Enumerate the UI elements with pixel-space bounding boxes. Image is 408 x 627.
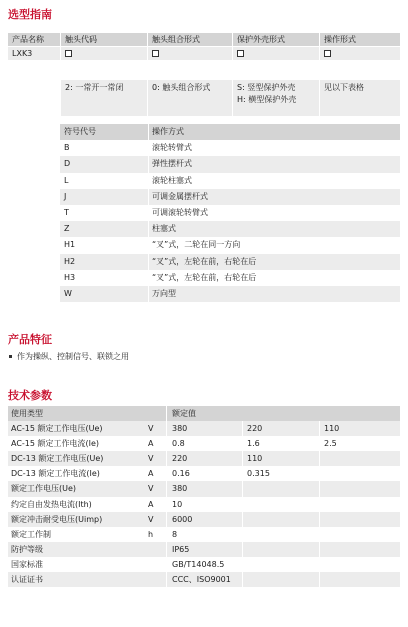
value-cell: 10 [172, 499, 183, 509]
value-cell: 2.5 [324, 439, 337, 449]
table-row [8, 451, 400, 466]
table-row [8, 421, 400, 436]
checkbox-icon[interactable] [65, 50, 72, 57]
symbol-cell: W [64, 288, 72, 298]
value-cell: 110 [247, 454, 263, 464]
param-name-cell: AC-15 额定工作电流(Ie) [11, 439, 100, 449]
features-title: 产品特征 [8, 333, 52, 346]
symbol-cell: H1 [64, 240, 76, 250]
table-row [60, 270, 400, 286]
table-row [8, 542, 400, 557]
mode-cell: 弹性摆杆式 [152, 159, 192, 169]
symbol-cell: J [64, 191, 67, 201]
value-cell: 0.315 [247, 469, 270, 479]
table-row [60, 173, 400, 189]
param-name-cell: DC-13 额定工作电流(Ie) [11, 469, 100, 479]
value-cell: 220 [172, 454, 188, 464]
param-name-cell: 国家标准 [11, 559, 43, 569]
option-text: 0: 触头组合形式 [152, 83, 211, 92]
option-text: 2: 一常开一常闭 [65, 83, 124, 92]
table-row [8, 436, 400, 451]
value-cell: 380 [172, 424, 188, 434]
feature-text: 作为操纵、控制信号、联锁之用 [17, 352, 129, 361]
contact-code-checkbox-cell [61, 47, 147, 60]
param-name-cell: 防护等级 [11, 544, 43, 554]
header-operation: 操作形式 [320, 33, 400, 46]
value-cell: 8 [172, 529, 178, 539]
symbol-cell: T [64, 207, 69, 217]
mode-cell: 滚轮转臂式 [152, 143, 192, 153]
bullet-icon [9, 355, 12, 358]
operation-checkbox-cell [320, 47, 400, 60]
param-name-cell: DC-13 额定工作电压(Ue) [11, 454, 104, 464]
value-cell: 6000 [172, 514, 193, 524]
table-row [60, 254, 400, 270]
tech-params-title: 技术参数 [8, 389, 52, 402]
value-cell: 1.6 [247, 439, 260, 449]
table-row [8, 527, 400, 542]
value-cell: 0.8 [172, 439, 185, 449]
unit-cell: A [148, 499, 154, 509]
feature-list-item [9, 351, 129, 362]
unit-cell: V [148, 454, 154, 464]
table-header-row [8, 406, 400, 421]
option-contact-code [61, 80, 147, 116]
value-cell: CCC、ISO9001 [172, 575, 231, 585]
checkbox-icon[interactable] [152, 50, 159, 57]
unit-cell: V [148, 514, 154, 524]
table-row [60, 237, 400, 253]
mode-cell: “叉”式，二轮在同一方向 [152, 240, 241, 250]
mode-cell: 滚轮柱塞式 [152, 175, 192, 185]
param-name-cell: 额定工作制 [11, 529, 51, 539]
unit-cell: h [148, 529, 154, 539]
mode-cell: 可调滚轮转臂式 [152, 207, 208, 217]
param-name-cell: 约定自由发热电流(Ith) [11, 499, 92, 509]
value-cell: IP65 [172, 544, 190, 554]
symbol-cell: B [64, 143, 70, 153]
symbol-cell: Z [64, 224, 70, 234]
mode-cell: 可调金属摆杆式 [152, 191, 208, 201]
param-name-cell: AC-15 额定工作电压(Ue) [11, 424, 103, 434]
value-cell: 380 [172, 484, 188, 494]
operation-code-table [60, 124, 400, 302]
table-row [60, 221, 400, 237]
param-name-cell: 认证证书 [11, 575, 43, 585]
product-model: LXK3 [8, 47, 60, 60]
table-row [60, 205, 400, 221]
checkbox-icon[interactable] [237, 50, 244, 57]
table-row [8, 497, 400, 512]
table-row [60, 189, 400, 205]
mode-cell: “叉”式，左轮在前，右轮在后 [152, 256, 257, 266]
symbol-cell: L [64, 175, 69, 185]
header-rated-value: 额定值 [172, 409, 196, 418]
header-contact-combo: 触头组合形式 [148, 33, 232, 46]
unit-cell: V [148, 484, 154, 494]
table-row [60, 156, 400, 172]
param-name-cell: 额定工作电压(Ue) [11, 484, 77, 494]
selection-guide-header [8, 33, 400, 46]
tech-params-table [8, 406, 400, 587]
unit-cell: A [148, 469, 154, 479]
option-contact-combo [148, 80, 232, 116]
option-enclosure [233, 80, 319, 116]
checkbox-icon[interactable] [324, 50, 331, 57]
table-row [8, 466, 400, 481]
table-header-row [60, 124, 400, 140]
value-cell: 0.16 [172, 469, 190, 479]
mode-cell: 柱塞式 [152, 224, 176, 234]
symbol-cell: H3 [64, 272, 76, 282]
header-symbol: 符号代号 [64, 127, 96, 136]
symbol-cell: H2 [64, 256, 76, 266]
header-operation-mode: 操作方式 [152, 127, 184, 136]
option-text: 见以下表格 [324, 83, 364, 92]
selection-guide-title: 选型指南 [8, 8, 52, 21]
table-row [60, 140, 400, 156]
table-row [8, 572, 400, 587]
enclosure-checkbox-cell [233, 47, 319, 60]
selection-guide-options [8, 80, 400, 116]
option-operation [320, 80, 400, 116]
unit-cell: A [148, 439, 154, 449]
selection-guide-model-row [8, 47, 400, 60]
table-row [8, 557, 400, 572]
header-enclosure: 保护外壳形式 [233, 33, 319, 46]
contact-combo-checkbox-cell [148, 47, 232, 60]
table-row [8, 512, 400, 527]
unit-cell: V [148, 424, 154, 434]
header-usage-type: 使用类型 [11, 409, 43, 418]
header-contact-code: 触头代码 [61, 33, 147, 46]
mode-cell: “叉”式，左轮在前，右轮在后 [152, 272, 257, 282]
value-cell: GB/T14048.5 [172, 559, 225, 569]
symbol-cell: D [64, 159, 71, 169]
value-cell: 220 [247, 424, 263, 434]
option-text: S: 竖型保护外壳 [237, 83, 296, 92]
mode-cell: 万向型 [152, 288, 176, 298]
table-row [60, 286, 400, 302]
table-row [8, 481, 400, 496]
value-cell: 110 [324, 424, 340, 434]
param-name-cell: 额定冲击耐受电压(Uimp) [11, 514, 103, 524]
header-product-name: 产品名称 [8, 33, 60, 46]
option-text: H: 横型保护外壳 [237, 95, 297, 104]
